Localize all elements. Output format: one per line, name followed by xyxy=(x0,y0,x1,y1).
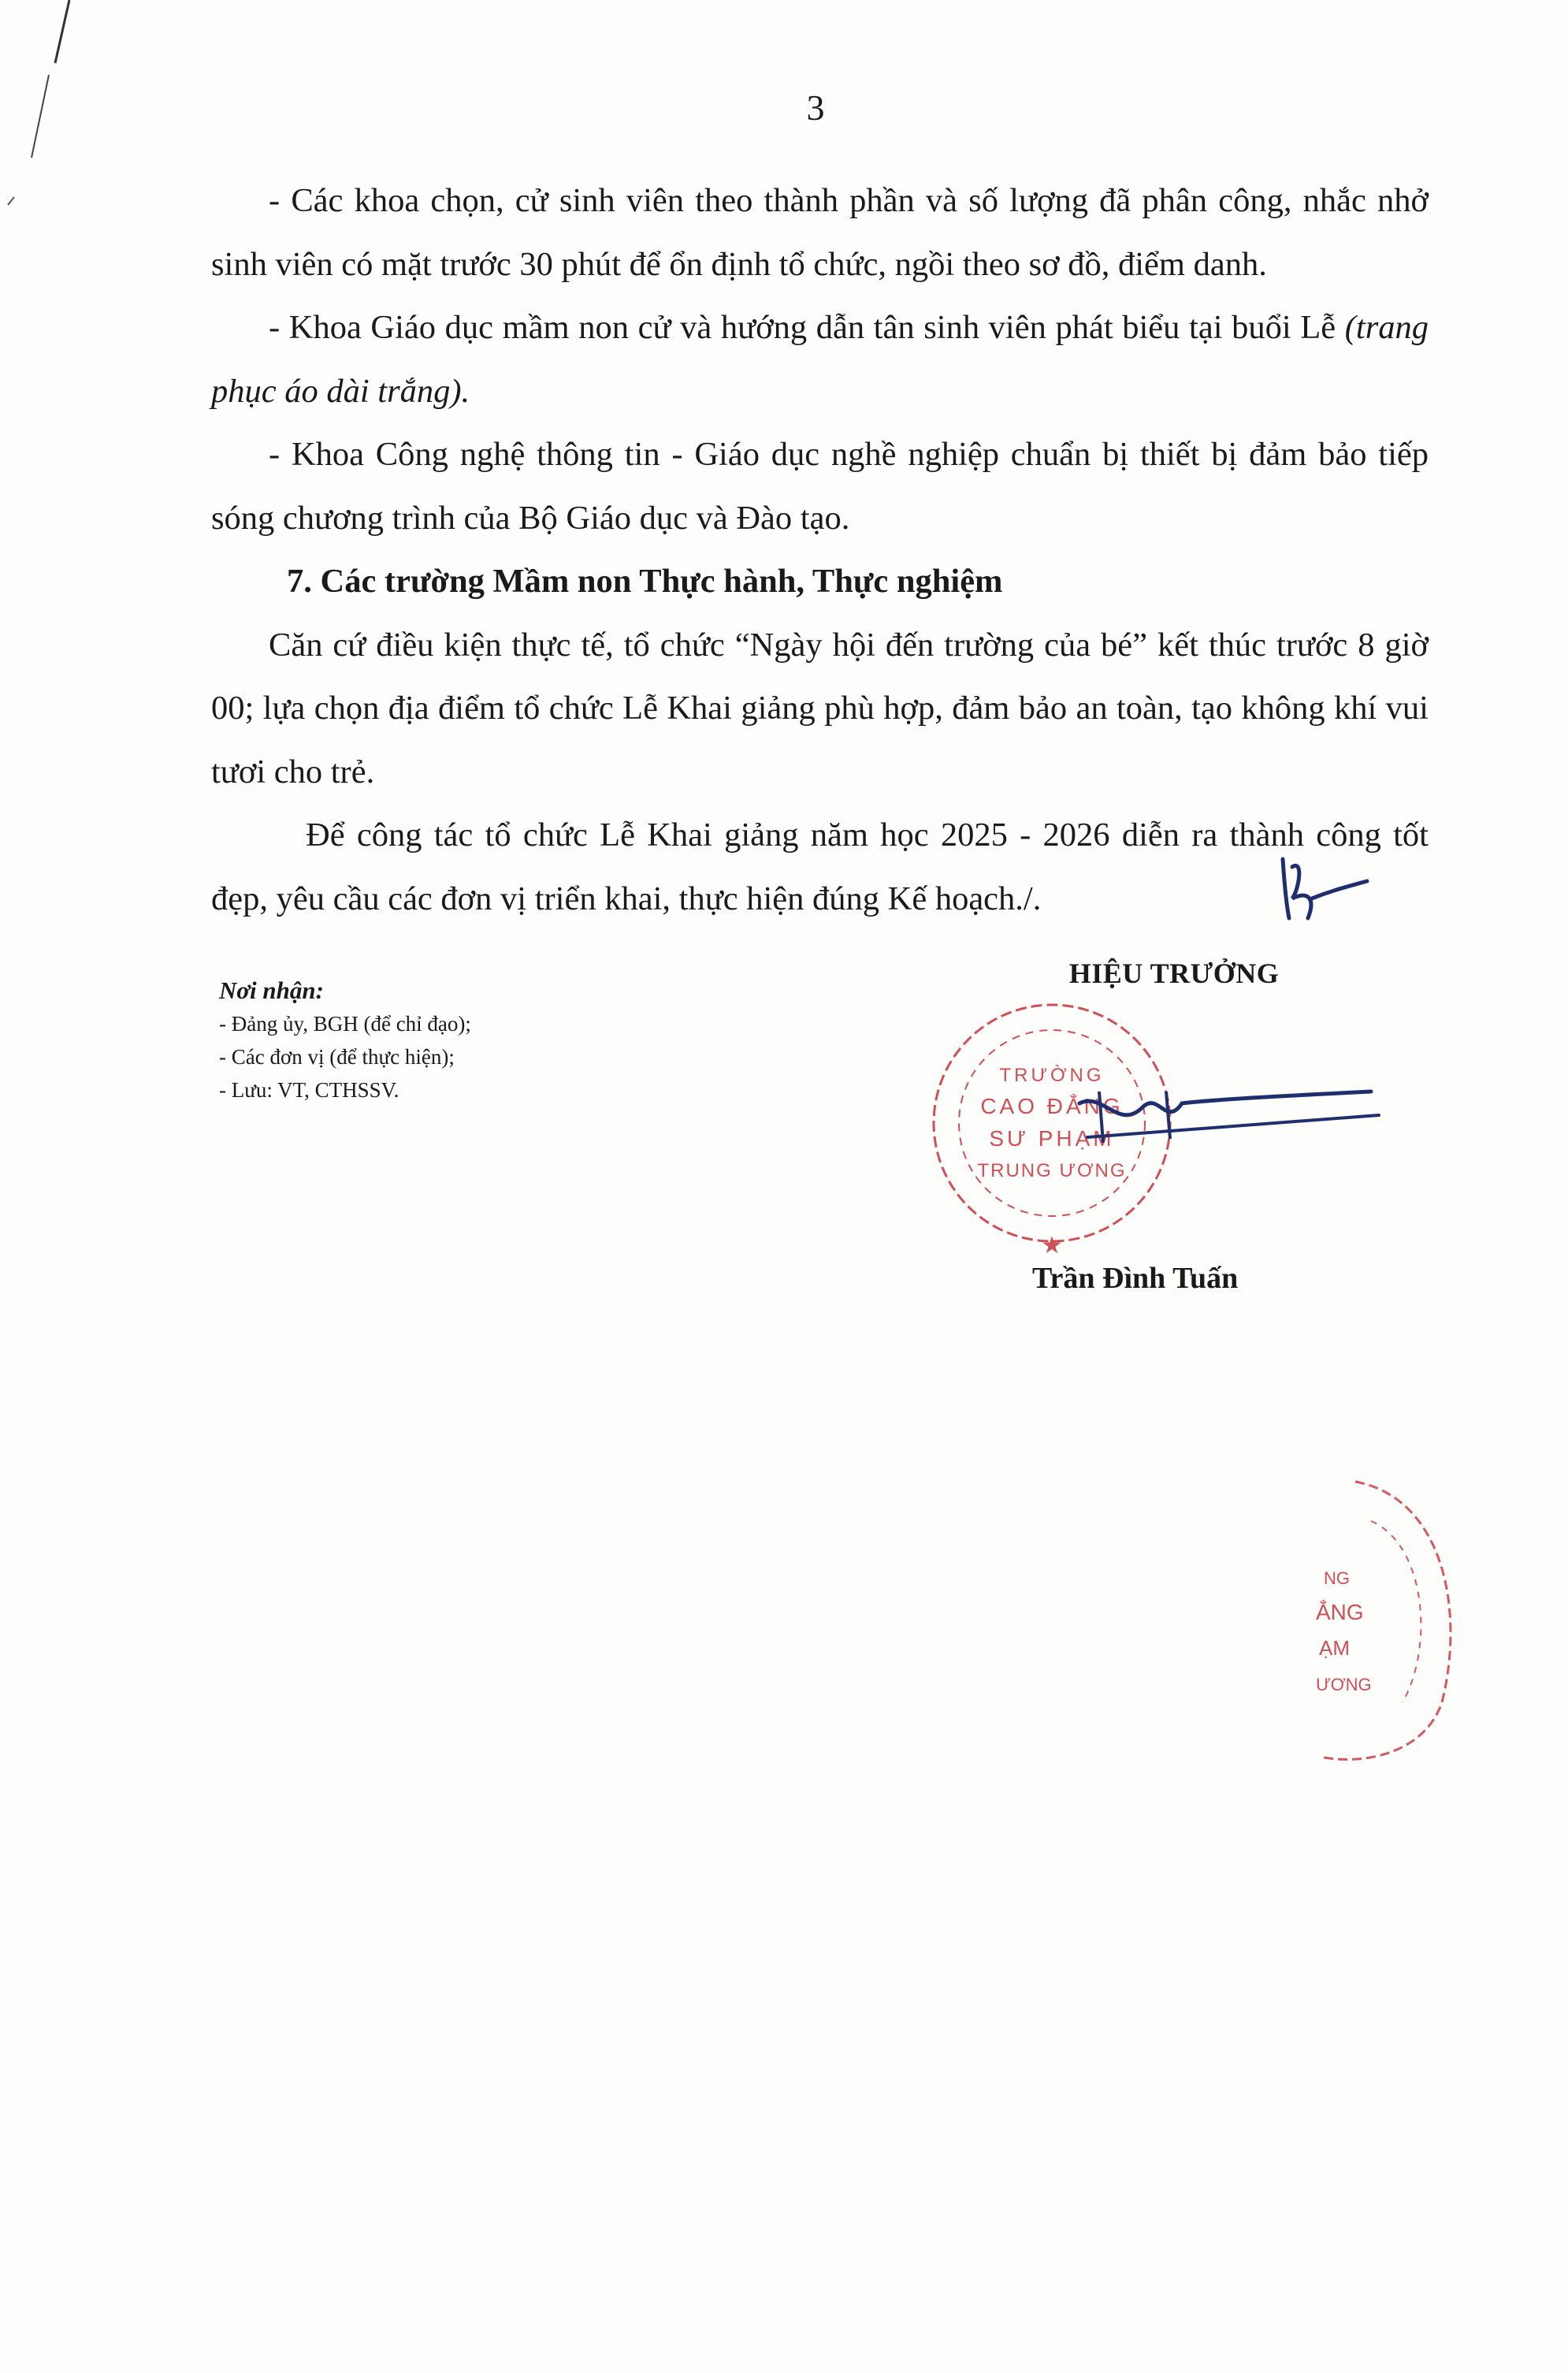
recipient-item: - Đảng ủy, BGH (để chỉ đạo); xyxy=(219,1012,471,1036)
signer-title: HIỆU TRƯỞNG xyxy=(1068,958,1280,989)
document-body xyxy=(211,169,1429,931)
initials-signature xyxy=(1269,843,1371,930)
seal-line: SƯ PHẠM xyxy=(989,1126,1115,1151)
partial-seal-line: NG xyxy=(1324,1568,1350,1588)
signature-block xyxy=(1032,957,1316,990)
paragraph-preschool-text: - Khoa Giáo dục mầm non cử và hướng dẫn tân sinh viên phát biểu tại buổi Lễ xyxy=(269,309,1345,346)
signer-name: Trần Đình Tuấn xyxy=(1032,1262,1239,1295)
page-number: 3 xyxy=(806,87,825,128)
partial-seal xyxy=(1308,1466,1466,1765)
seal-line: CAO ĐẲNG xyxy=(980,1094,1124,1118)
paragraph-preschool-schools: Căn cứ điều kiện thực tế, tổ chức “Ngày hội đến trường của bé” kết thúc trước 8 giờ 00; lựa chọn địa điểm tổ chức Lễ Khai giảng phù hợp, đảm bảo an toàn, tạo không khí vui tươi cho trẻ. xyxy=(211,626,1429,790)
seal-line: TRƯỜNG xyxy=(999,1065,1105,1086)
seal-star: ★ xyxy=(1041,1233,1063,1259)
section-7-heading: 7. Các trường Mầm non Thực hành, Thực nghiệm xyxy=(287,563,1003,600)
paragraph-preschool-faculty xyxy=(211,296,1429,423)
paragraph-it-faculty: - Khoa Công nghệ thông tin - Giáo dục nghề nghiệp chuẩn bị thiết bị đảm bảo tiếp sóng chương trình của Bộ Giáo dục và Đào tạo. xyxy=(211,436,1429,537)
principal-signature xyxy=(1056,1068,1387,1155)
paragraph-faculty-selection: - Các khoa chọn, cử sinh viên theo thành phần và số lượng đã phân công, nhắc nhở sinh viên có mặt trước 30 phút để ổn định tổ chức, ngồi theo sơ đồ, điểm danh. xyxy=(211,182,1429,283)
dress-code-note: (trang phục áo dài trắng). xyxy=(211,309,1429,410)
seal-line: TRUNG ƯƠNG xyxy=(977,1160,1127,1181)
partial-seal-line: ƯƠNG xyxy=(1316,1675,1372,1694)
recipients-title: Nơi nhận: xyxy=(219,976,324,1004)
recipient-item: - Lưu: VT, CTHSSV. xyxy=(219,1078,399,1102)
recipient-item: - Các đơn vị (để thực hiện); xyxy=(219,1045,455,1069)
recipients-block xyxy=(219,974,471,1107)
partial-seal-line: ẲNG xyxy=(1316,1600,1364,1624)
paragraph-closing: Để công tác tổ chức Lễ Khai giảng năm học 2025 - 2026 diễn ra thành công tốt đẹp, yêu cầu các đơn vị triển khai, thực hiện đúng Kế hoạch./. xyxy=(211,816,1429,917)
partial-seal-line: ẠM xyxy=(1319,1636,1350,1660)
